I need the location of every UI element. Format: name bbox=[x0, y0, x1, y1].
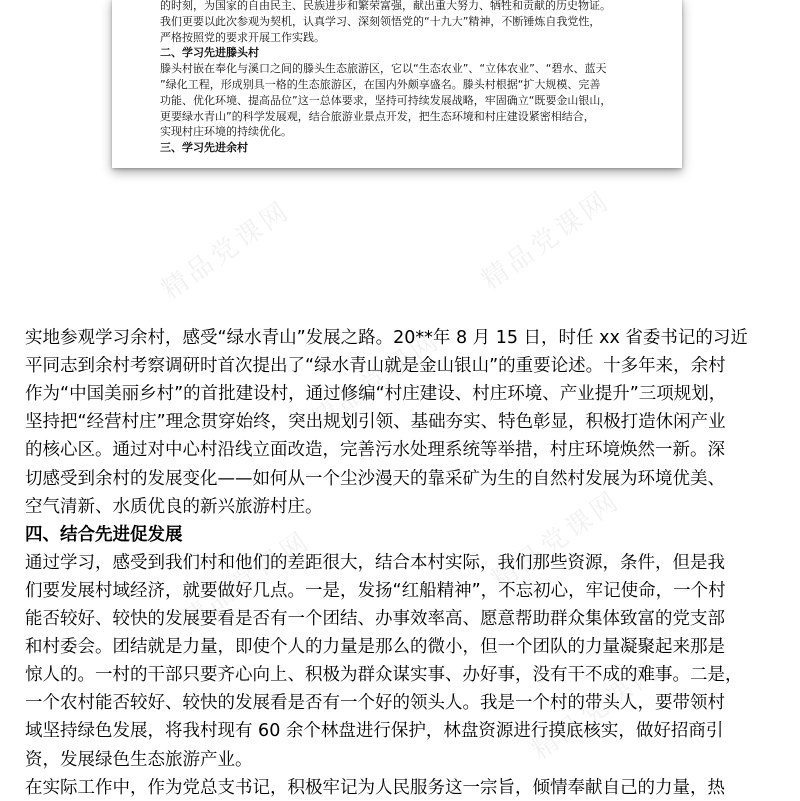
body-text-line: 资，发展绿色生态旅游产业。 bbox=[25, 749, 253, 770]
body-text-line: 空气清新、水质优良的新兴旅游村庄。 bbox=[25, 496, 323, 517]
body-text-line: 在实际工作中，作为党总支书记，积极牢记为人民服务这一宗旨，倾情奉献自己的力量，热 bbox=[25, 777, 725, 798]
watermark: 精品党课网 bbox=[486, 485, 627, 596]
body-text-line: 一个农村能否较好、较快的发展看是否有一个好的领头人。我是一个村的带头人，要带领村 bbox=[25, 693, 725, 714]
preview-text-line: 滕头村嵌在奉化与溪口之间的滕头生态旅游区，它以“生态农业”、“立体农业”、“碧水、蓝天 bbox=[160, 62, 607, 76]
watermark: 精品党课网 bbox=[156, 195, 297, 306]
body-text-line: 实地参观学习余村，感受“绿水青山”发展之路。20**年 8 月 15 日，时任 xx 省委书记的习近 bbox=[25, 328, 748, 348]
section-heading: 四、结合先进促发展 bbox=[25, 524, 183, 545]
body-text-line: 域坚持绿色发展，将我村现有 60 余个林盘进行保护，林盘资源进行摸底核实，做好招商引 bbox=[25, 721, 724, 742]
preview-text-line: ”绿化工程，形成别具一格的生态旅游区，在国内外颇享盛名。滕头村根据“扩大规模、完善 bbox=[160, 78, 601, 91]
watermark: 精品党课网 bbox=[476, 185, 617, 296]
preview-text-line: 的时刻，为国家的自由民主、民族进步和繁荣富强，献出重大努力、牺牲和贡献的历史物证。 bbox=[160, 0, 611, 12]
preview-text-line: 实现村庄环境的持续优化。 bbox=[160, 125, 292, 139]
body-text-line: 作为“中国美丽乡村”的首批建设村，通过修编“村庄建设、村庄环境、产业提升”三项规划， bbox=[25, 384, 727, 405]
body-text-line: 坚持把“经营村庄”理念贯穿始终，突出规划引领、基础夯实、特色彰显，积极打造休闲产业 bbox=[25, 412, 726, 433]
body-text-line: 平同志到余村考察调研时首次提出了“绿水青山就是金山银山”的重要论述。十多年来，余村 bbox=[25, 356, 726, 377]
body-text-line: 能否较好、较快的发展要看是否有一个团结、办事效率高、愿意帮助群众集体致富的党支部 bbox=[25, 609, 725, 629]
watermark: 精品党课网 bbox=[176, 525, 317, 636]
body-text-line: 切感受到余村的发展变化——如何从一个尘沙漫天的靠采矿为生的自然村发展为环境优美、 bbox=[25, 468, 725, 489]
preview-text-line: 我们更要以此次参观为契机，认真学习、深刻领悟党的“十九大”精神，不断锤炼自我党性， bbox=[160, 14, 601, 28]
body-text-line: 惊人的。一村的干部只要齐心向上、积极为群众谋实事、办好事，没有干不成的难事。二是， bbox=[25, 665, 743, 686]
document-page-preview bbox=[112, 0, 682, 168]
preview-heading: 三、学习先进余村 bbox=[160, 141, 248, 155]
body-text-line: 通过学习，感受到我们村和他们的差距很大，结合本村实际，我们那些资源，条件，但是我 bbox=[25, 552, 725, 573]
body-text-line: 的核心区。通过对中心村沿线立面改造，完善污水处理系统等举措，村庄环境焕然一新。深 bbox=[25, 440, 725, 461]
preview-heading: 二、学习先进滕头村 bbox=[160, 46, 259, 60]
preview-text-line: 功能、优化环境、提高品位”这一总体要求，坚持可持续发展战略，牢固确立“既要金山银山， bbox=[160, 93, 612, 107]
preview-text-line: 更要绿水青山”的科学发展观，结合旅游业景点开发，把生态环境和村庄建设紧密相结合， bbox=[160, 109, 595, 123]
body-text-line: 们要发展村域经济，就要做好几点。一是，发扬“红船精神”，不忘初心，牢记使命，一个村 bbox=[25, 580, 726, 601]
body-text-line: 和村委会。团结就是力量，即使个人的力量是那么的微小，但一个团队的力量凝聚起来那是 bbox=[25, 637, 725, 658]
watermark: 精品党课网 bbox=[526, 655, 667, 766]
preview-text-line: 严格按照党的要求开展工作实践。 bbox=[160, 30, 325, 44]
watermark: 精品党课网 bbox=[306, 325, 447, 436]
